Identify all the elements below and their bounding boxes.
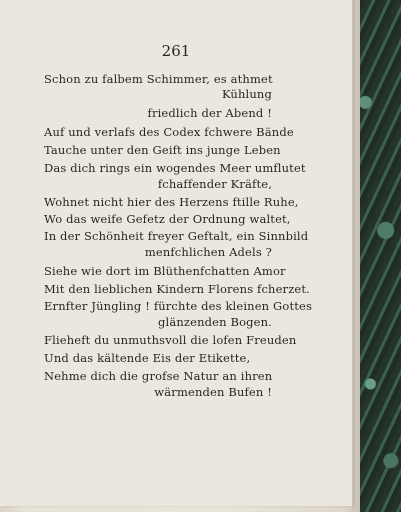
poem-line: Nehme dich die grofse Natur an ihren [44,369,273,383]
poem-line: Flieheft du unmuthsvoll die lofen Freuden [44,333,297,347]
poem-line: Wo das weife Gefetz der Ordnung waltet, [44,212,291,226]
poem-line: friedlich der Abend ! [147,106,272,120]
poem-line: Schon zu falbem Schimmer, es athmet [44,72,273,86]
poem-line: fchaffender Kräfte, [157,177,272,191]
poem-line: Auf und verlafs des Codex fchwere Bände [44,125,294,139]
poem-line: Mit den lieblichen Kindern Florens fcherzet. [44,282,310,296]
poem-line: wärmenden Bufen ! [154,385,272,399]
poem-line: glänzenden Bogen. [158,315,272,329]
poem-line: Und das kältende Eis der Etikette, [44,351,251,365]
poem-line: Siehe wie dort im Blüthenfchatten Amor [44,264,286,278]
poem-line: Tauche unter den Geift ins junge Leben [44,143,281,157]
page-number: 261 [161,42,191,60]
poem-line: Das dich rings ein wogendes Meer umflutet [44,161,306,175]
poem-line: menfchlichen Adels ? [144,245,272,259]
poem-line: In der Schönheit freyer Geftalt, ein Sinnbild [44,229,309,243]
poem-line: Ernfter Jüngling ! fürchte des kleinen Gottes [44,299,313,313]
poem-line: Wohnet nicht hier des Herzens ftille Ruhe, [44,195,299,209]
poem-line: Kühlung [221,87,272,101]
